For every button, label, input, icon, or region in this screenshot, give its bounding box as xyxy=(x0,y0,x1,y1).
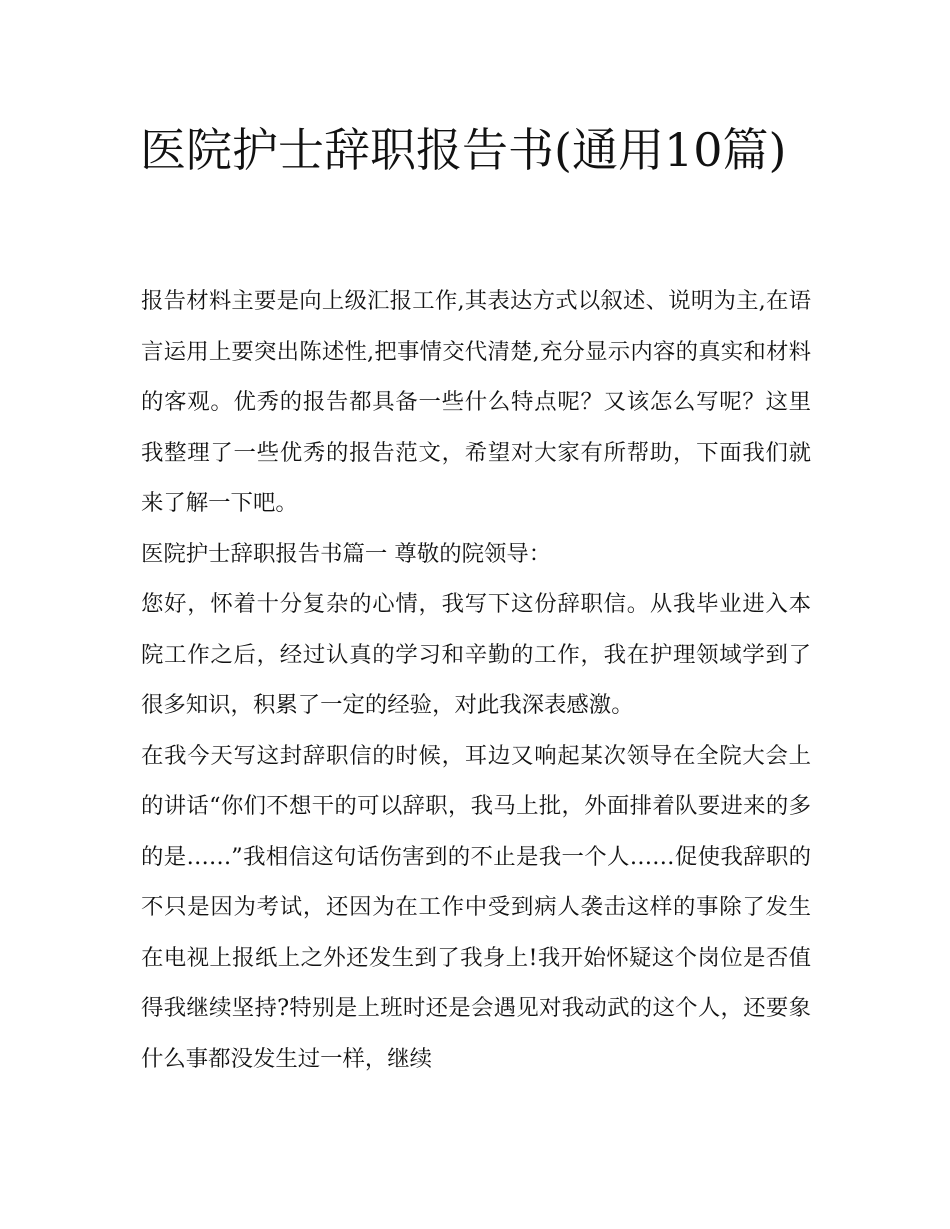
document-body xyxy=(141,276,811,1084)
greeting-paragraph: 您好，怀着十分复杂的心情，我写下这份辞职信。从我毕业进入本院工作之后，经过认真的学习和辛勤的工作，我在护理领域学到了很多知识，积累了一定的经验，对此我深表感激。 xyxy=(141,591,811,718)
body-paragraph: 在我今天写这封辞职信的时候，耳边又响起某次领导在全院大会上的讲话“你们不想干的可以辞职，我马上批，外面排着队要进来的多的是……”我相信这句话伤害到的不止是我一个人……促使我辞职的不只是因为考试，还因为在工作中受到病人袭击这样的事除了发生在电视上报纸上之外还发生到了我身上!我开始怀疑这个岗位是否值得我继续坚持?特别是上班时还是会遇见对我动武的这个人，还要象什么事都没发生过一样，继续 xyxy=(141,742,811,1072)
document-title: 医院护士辞职报告书(通用10篇) xyxy=(140,123,787,177)
intro-paragraph: 报告材料主要是向上级汇报工作,其表达方式以叙述、说明为主,在语言运用上要突出陈述性,把事情交代清楚,充分显示内容的真实和材料的客观。优秀的报告都具备一些什么特点呢？又该怎么写呢？这里我整理了一些优秀的报告范文，希望对大家有所帮助，下面我们就来了解一下吧。 xyxy=(141,288,811,516)
section-heading-paragraph: 医院护士辞职报告书篇一 尊敬的院领导： xyxy=(141,540,552,567)
